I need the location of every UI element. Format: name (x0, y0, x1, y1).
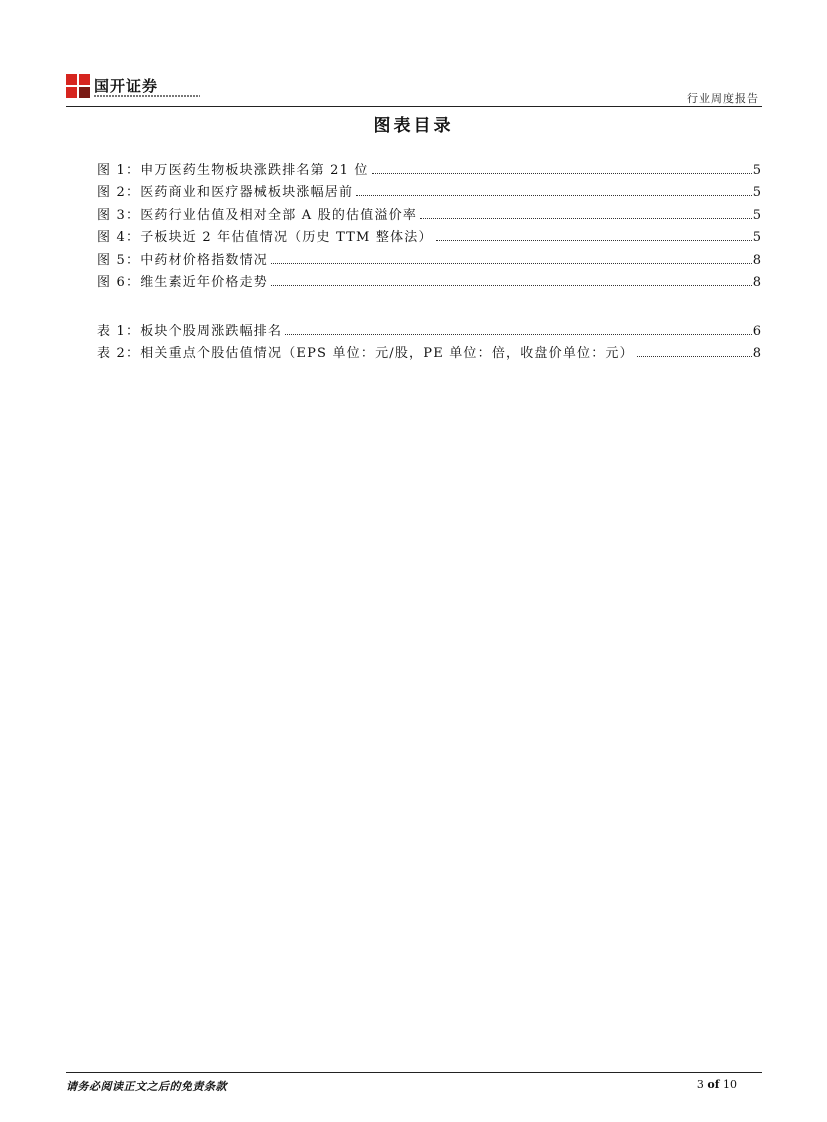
toc-entry-page: 5 (752, 163, 761, 178)
toc-entry-figure-5[interactable] (97, 250, 761, 272)
toc-entry-figure-4[interactable] (97, 227, 761, 249)
toc-entry-page: 6 (752, 324, 761, 339)
page-header (66, 74, 761, 108)
toc-entry-page: 5 (752, 207, 761, 223)
footer-divider (66, 1072, 762, 1073)
header-divider (66, 106, 762, 107)
toc-entry-label: 图 5：中药材价格指数情况 (97, 252, 269, 268)
figure-list (97, 160, 761, 294)
toc-entry-page: 5 (752, 185, 761, 201)
toc-entry-label: 表 1：板块个股周涨跌幅排名 (97, 324, 283, 339)
toc-entry-page: 8 (752, 252, 761, 268)
page-number (697, 1078, 737, 1091)
toc-entry-figure-6[interactable] (97, 272, 761, 294)
toc-entry-table-1[interactable] (97, 321, 761, 343)
dot-leader (271, 263, 752, 264)
dot-leader (285, 334, 752, 335)
dot-leader (436, 240, 752, 241)
dot-leader (420, 218, 752, 219)
page-current: 3 (696, 1078, 704, 1091)
dot-leader (372, 173, 752, 174)
dot-leader (271, 285, 752, 286)
brand-name: 国开证券 (94, 77, 159, 95)
toc-entry-label: 表 2：相关重点个股估值情况（EPS 单位：元/股，PE 单位：倍，收盘价单位：元） (97, 346, 634, 362)
toc-entry-label: 图 6：维生素近年价格走势 (97, 274, 269, 290)
page-of: of (707, 1078, 720, 1091)
toc-entry-label: 图 3：医药行业估值及相对全部 A 股的估值溢价率 (97, 207, 418, 223)
toc-entry-figure-2[interactable] (97, 182, 761, 204)
toc-entry-table-2[interactable] (97, 343, 761, 365)
dot-leader (637, 356, 752, 357)
report-type: 行业周度报告 (687, 92, 759, 105)
toc-entry-label: 图 2：医药商业和医疗器械板块涨幅居前 (97, 185, 354, 201)
table-list (97, 321, 761, 366)
disclaimer-note: 请务必阅读正文之后的免责条款 (66, 1080, 227, 1093)
page-total: 10 (723, 1078, 737, 1091)
toc-entry-label: 图 1：申万医药生物板块涨跌排名第 21 位 (97, 163, 369, 178)
toc-entry-label: 图 4：子板块近 2 年估值情况（历史 TTM 整体法） (97, 230, 433, 246)
toc-entry-figure-3[interactable] (97, 205, 761, 227)
toc-entry-page: 8 (752, 346, 761, 362)
dot-leader (356, 195, 752, 196)
toc-title: 图表目录 (373, 116, 454, 136)
toc-entry-page: 8 (752, 274, 761, 290)
toc-entry-figure-1[interactable] (97, 160, 761, 182)
logo-subtitle-decoration (94, 95, 200, 97)
logo-mark-icon (66, 74, 90, 98)
toc-entry-page: 5 (752, 230, 761, 246)
